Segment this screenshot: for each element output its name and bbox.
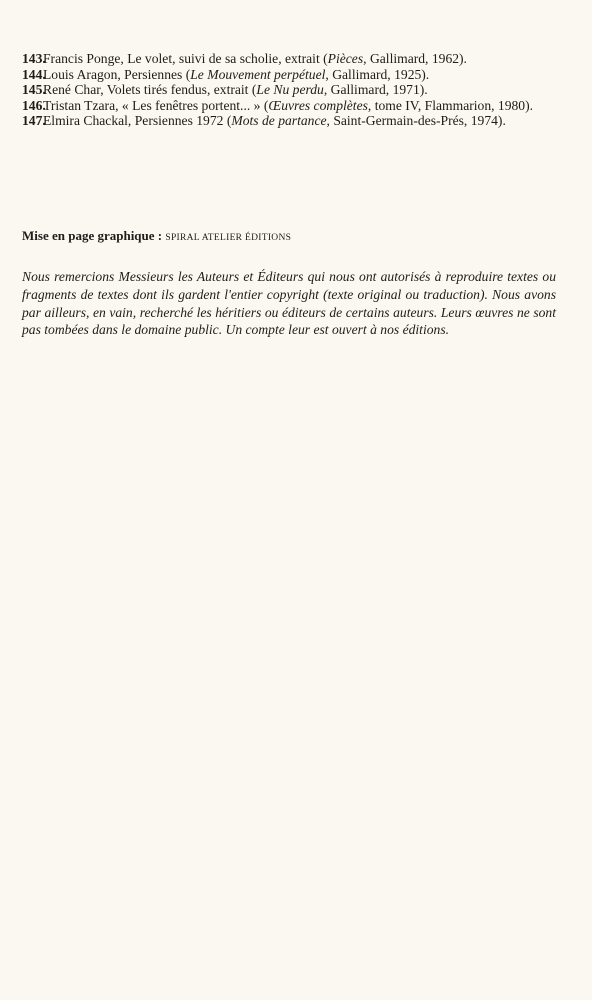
credit-text-part: , Gallimard, 1971). <box>323 82 428 98</box>
credit-text <box>43 98 568 114</box>
credit-book-title: Le Nu perdu <box>256 82 324 98</box>
credit-entry <box>22 82 568 98</box>
credit-book-title: Mots de partance <box>231 113 327 129</box>
credit-text <box>43 51 568 67</box>
credit-text-part: René Char, Volets tirés fendus, extrait ( <box>43 82 257 98</box>
credit-text-part: , tome IV, Flammarion, 1980). <box>367 97 534 113</box>
acknowledgement-paragraph: Nous remercions Messieurs les Auteurs et Éditeurs qui nous ont autorisés à reproduire textes ou fragments de textes dont ils gardent l'entier copyright (texte original ou traduction). Nous avons par ailleurs, en vain, recherché les héritiers ou éditeurs de certains auteurs. Leurs œuvres ne sont pas tombées dans le domaine public. Un compte leur est ouvert à nos éditions. <box>22 269 556 338</box>
layout-credit <box>22 228 291 244</box>
credit-number: 147. <box>22 113 46 129</box>
credit-entry <box>22 51 568 67</box>
credit-text-part: Tristan Tzara, « Les fenêtres portent... » ( <box>43 97 269 113</box>
credit-text-part: Louis Aragon, Persiennes ( <box>43 66 191 82</box>
layout-credit-designer: SPIRAL ATELIER ÉDITIONS <box>165 233 292 243</box>
credit-text <box>43 113 568 129</box>
credit-entry <box>22 67 568 83</box>
credit-text-part: , Gallimard, 1962). <box>363 51 467 66</box>
credit-book-title: Œuvres complètes <box>268 97 368 113</box>
credit-entry <box>22 98 568 114</box>
credits-list <box>22 51 568 129</box>
credit-entry <box>22 113 568 129</box>
credit-text-part: , Saint-Germain-des-Prés, 1974). <box>326 113 506 129</box>
credit-number: 143. <box>22 51 46 66</box>
credit-text-part: Elmira Chackal, Persiennes 1972 ( <box>43 113 232 129</box>
credit-number: 146. <box>22 97 46 113</box>
credit-text-part: Francis Ponge, Le volet, suivi de sa scholie, extrait ( <box>43 51 328 66</box>
credit-number: 144. <box>22 66 46 82</box>
credit-text-part: , Gallimard, 1925). <box>325 66 430 82</box>
credit-text <box>43 67 568 83</box>
layout-credit-label: Mise en page graphique : <box>22 228 163 243</box>
credit-book-title: Pièces <box>327 51 364 66</box>
credit-book-title: Le Mouvement perpétuel <box>190 66 326 82</box>
credit-text <box>43 82 568 98</box>
credit-number: 145. <box>22 82 46 98</box>
